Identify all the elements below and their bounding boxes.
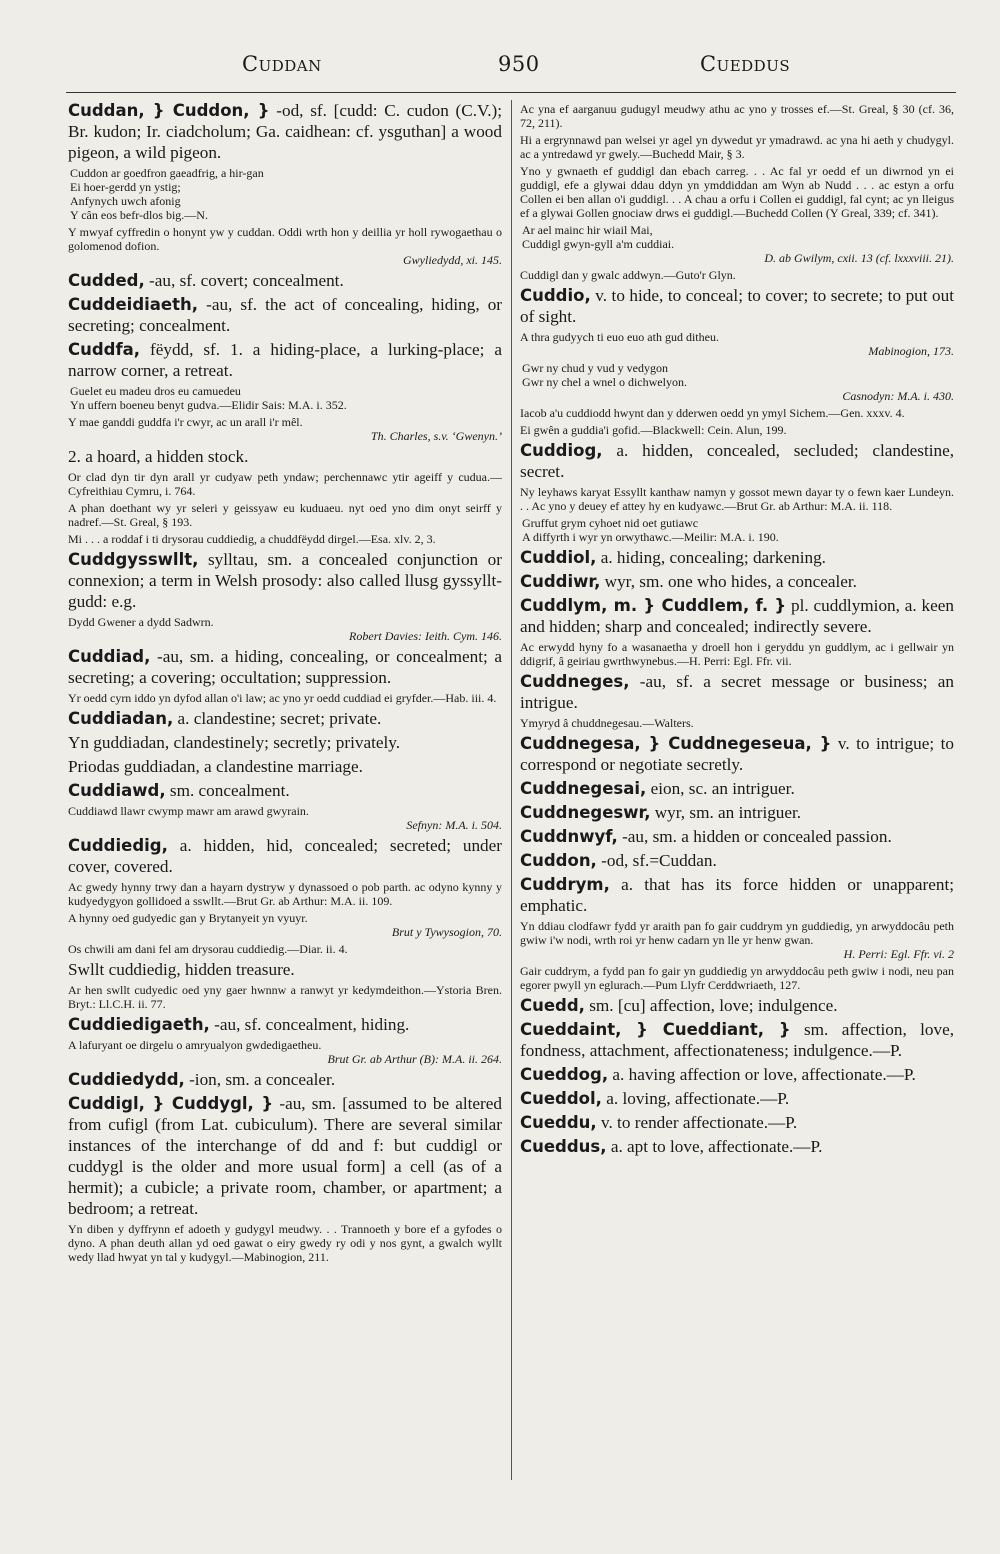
quotation-line: Yn diben y dyffrynn ef adoeth y gudygyl meudwy. . . Trannoeth y bore ef a gyfodes o dyno. A phan deuth allan yd oed gawat o eiry gwedy ry odi y nos gynt, a gwalch wyllt wedy llad hwyat yn tal y kudygyl.—Mabinogion, 211. — [68, 1222, 502, 1264]
dictionary-entry — [520, 733, 954, 775]
quotation — [68, 1038, 502, 1066]
headword: Cuddnegesai, — [520, 779, 647, 798]
dictionary-entry — [520, 440, 954, 482]
quotation — [520, 330, 954, 358]
headword: Cuddrym, — [520, 875, 610, 894]
headword: Cueddol, — [520, 1089, 602, 1108]
headword: Cuddnegesa, } Cuddnegeseua, } — [520, 734, 832, 753]
quotation-line: A phan doethant wy yr seleri y geissyaw eu kuduaeu. nyt oed yno dim onyt seirff y nadref.—St. Greal, § 193. — [68, 501, 502, 529]
definition: a. clandestine; secret; private. — [177, 709, 382, 728]
headword: Cueddu, — [520, 1113, 597, 1132]
quotation-line: Ymyryd â chuddnegesau.—Walters. — [520, 716, 694, 730]
quotation-line: A thra gudyych ti euo euo ath gud ditheu. — [520, 330, 719, 344]
headword: Cuddon, — [520, 851, 597, 870]
quotation-line: Y cân eos befr-dlos big.—N. — [70, 208, 208, 222]
quotation — [520, 268, 954, 282]
quotation-line: Yr oedd cyrn iddo yn dyfod allan o'i law; ac yno yr oedd cuddiad ei gryfder.—Hab. iii. 4. — [68, 691, 497, 705]
quotation-line: Gwr ny chud y vud y vedygon — [522, 361, 668, 375]
definition: -au, sf. concealment, hiding. — [214, 1015, 410, 1034]
definition: Priodas guddiadan, a clandestine marriage. — [68, 757, 363, 776]
headword: Cuddigl, } Cuddygl, } — [68, 1094, 274, 1113]
headword: Cueddus, — [520, 1137, 607, 1156]
dictionary-entry — [68, 732, 502, 753]
dictionary-entry — [68, 270, 502, 291]
quotation — [68, 691, 502, 705]
headword: Cuedd, — [520, 996, 585, 1015]
dictionary-entry — [520, 547, 954, 568]
quotation-line: Yno y gwnaeth ef guddigl dan ebach carreg. . . Ac fal yr oedd ef un diwrnod yn ei guddigl, efe a glywai ddau ddyn yn ymddiddan am Wyn ab Nudd . . . ac estyn a orfu Collen ei ben allan o'i guddigl. . . A chau a orfu i Collen ei guddigl, fal cynt; ac yn lleigus ef a glywai Gollen gnociaw drws ei guddigl.—Buchedd Collen (Y Greal, 339; cf. 341). — [520, 164, 954, 220]
header-right-word: Cueddus — [700, 52, 791, 76]
dictionary-entry — [68, 1093, 502, 1219]
definition: a. hidden, hid, concealed; secreted; under cover, covered. — [68, 836, 502, 876]
quotation — [520, 361, 954, 403]
dictionary-entry — [68, 339, 502, 381]
quotation — [520, 223, 954, 265]
headword: Cuddiad, — [68, 647, 151, 666]
quotation-source: Brut Gr. ab Arthur (B): M.A. ii. 264. — [327, 1052, 502, 1066]
definition: sm. affection, love, fondness, attachment, affectionateness; indulgence.—P. — [520, 1020, 954, 1060]
headword: Cuddfa, — [68, 340, 141, 359]
headword: Cuddiawd, — [68, 781, 166, 800]
definition: wyr, sm. one who hides, a concealer. — [604, 572, 857, 591]
quotation — [520, 919, 954, 961]
definition: -au, sm. a hidden or concealed passion. — [622, 827, 892, 846]
quotation-source: Robert Davies: Ieith. Cym. 146. — [349, 629, 502, 643]
quotation — [520, 164, 954, 220]
quotation-line: Cuddon ar goedfron gaeadfrig, a hir-gan — [70, 166, 264, 180]
quotation — [520, 516, 954, 544]
dictionary-entry — [520, 1136, 954, 1157]
dictionary-entry — [520, 571, 954, 592]
dictionary-entry — [68, 756, 502, 777]
quotation — [520, 423, 954, 437]
header-rule — [66, 92, 956, 93]
dictionary-entry — [68, 835, 502, 877]
dictionary-entry — [68, 294, 502, 336]
quotation-line: A lafuryant oe dirgelu o amryualyon gwdedigaetheu. — [68, 1038, 322, 1052]
dictionary-entry — [520, 826, 954, 847]
dictionary-entry — [68, 959, 502, 980]
dictionary-entry — [68, 549, 502, 612]
quotation-source: Sefnyn: M.A. i. 504. — [406, 818, 502, 832]
headword: Cuddiog, — [520, 441, 603, 460]
headword: Cuddiadan, — [68, 709, 174, 728]
quotation-line: Gair cuddrym, a fydd pan fo gair yn guddiedig yn arwyddocâu peth gwiw i nodi, neu pan egorer pwyll yn eglurach.—Pum Llyfr Cerddwriaeth, 127. — [520, 964, 954, 992]
headword: Cueddaint, } Cueddiant, } — [520, 1020, 791, 1039]
quotation-line: Ei gwên a guddia'i gofid.—Blackwell: Cein. Alun, 199. — [520, 423, 787, 437]
dictionary-entry — [520, 1088, 954, 1109]
quotation-line: Gruffut grym cyhoet nid oet gutiawc — [522, 516, 699, 530]
quotation — [520, 406, 954, 420]
quotation — [520, 133, 954, 161]
page-number: 950 — [498, 52, 540, 76]
definition: Swllt cuddiedig, hidden treasure. — [68, 960, 295, 979]
quotation — [68, 501, 502, 529]
headword: Cudded, — [68, 271, 145, 290]
quotation-line: Ac gwedy hynny trwy dan a hayarn dystryw y dynassoed o pob parth. ac odyno kynny y kudyedygyon gollidoed a sswllt.—Brut Gr. ab Arthur: M.A. ii. 109. — [68, 880, 502, 908]
quotation — [68, 880, 502, 908]
definition: a. loving, affectionate.—P. — [606, 1089, 790, 1108]
definition: sm. [cu] affection, love; indulgence. — [589, 996, 838, 1015]
quotation-line: Ar ael mainc hir wiail Mai, — [522, 223, 653, 237]
definition: fëydd, sf. 1. a hiding-place, a lurking-place; a narrow corner, a retreat. — [68, 340, 502, 380]
quotation-source: Th. Charles, s.v. ‘Gwenyn.’ — [370, 429, 502, 443]
quotation-line: Ac erwydd hyny fo a wasanaetha y droell hon i geryddu yn guddlym, ac i gellwair yn ddigrif, â geiriau gwrthwynebus.—H. Perri: Egl. Ffr. vii. — [520, 640, 954, 668]
column-divider — [511, 100, 512, 1480]
definition: -au, sf. covert; concealment. — [149, 271, 344, 290]
definition: -au, sf. the act of concealing, hiding, or secreting; concealment. — [68, 295, 502, 335]
quotation-line: Or clad dyn tir dyn arall yr cudyaw peth yndaw; perchennawc ytir ageiff y cudua.—Cyfreithiau Cymru, i. 764. — [68, 470, 502, 498]
quotation-source: Gwyliedydd, xi. 145. — [403, 253, 502, 267]
definition: v. to hide, to conceal; to cover; to secrete; to put out of sight. — [520, 286, 954, 326]
quotation — [68, 1222, 502, 1264]
headword: Cuddeidiaeth, — [68, 295, 199, 314]
definition: a. hidden, concealed, secluded; clandestine, secret. — [520, 441, 954, 481]
headword: Cuddiedydd, — [68, 1070, 185, 1089]
quotation-line: Os chwili am dani fel am drysorau cuddiedig.—Diar. ii. 4. — [68, 942, 348, 956]
definition: wyr, sm. an intriguer. — [654, 803, 802, 822]
definition: eion, sc. an intriguer. — [650, 779, 795, 798]
dictionary-entry — [520, 1019, 954, 1061]
quotation-line: Guelet eu madeu dros eu camuedeu — [70, 384, 241, 398]
definition: -au, sf. a secret message or business; an intrigue. — [520, 672, 954, 712]
quotation-line: Cuddiawd llawr cwymp mawr am arawd gwyrain. — [68, 804, 309, 818]
dictionary-entry — [68, 446, 502, 467]
headword: Cuddgysswllt, — [68, 550, 199, 569]
quotation — [520, 640, 954, 668]
dictionary-entry — [520, 874, 954, 916]
dictionary-entry — [520, 1112, 954, 1133]
headword: Cueddog, — [520, 1065, 609, 1084]
definition: -od, sf. [cudd: C. cudon (C.V.); Br. kudon; Ir. ciadcholum; Ga. caidhean: cf. ysguthan] a wood pigeon, a wild pigeon. — [68, 101, 502, 162]
dictionary-entry — [68, 1069, 502, 1090]
headword: Cuddiedig, — [68, 836, 168, 855]
definition: sm. concealment. — [169, 781, 290, 800]
definition: a. apt to love, affectionate.—P. — [610, 1137, 823, 1156]
quotation-line: Yn uffern boeneu benyt gudva.—Elidir Sais: M.A. i. 352. — [70, 398, 347, 412]
dictionary-entry — [68, 100, 502, 163]
headword: Cuddiwr, — [520, 572, 601, 591]
quotation-line: A diffyrth i wyr yn orwythawc.—Meilir: M.A. i. 190. — [522, 530, 779, 544]
quotation-line: Ar hen swllt cudyedic oed yny gaer hwnnw a ranwyt yr kedymdeithon.—Ystoria Bren. Bryt.: Ll.C.H. ii. 77. — [68, 983, 502, 1011]
headword: Cuddiol, — [520, 548, 597, 567]
quotation — [68, 911, 502, 939]
quotation — [68, 804, 502, 832]
quotation — [68, 942, 502, 956]
quotation — [520, 102, 954, 130]
quotation — [68, 166, 502, 222]
left-column — [68, 100, 502, 1490]
quotation-line: Y mae ganddi guddfa i'r cwyr, ac un arall i'r mêl. — [68, 415, 303, 429]
quotation-line: Cuddigl gwyn-gyll a'm cuddiai. — [522, 237, 675, 251]
quotation-line: Ny leyhaws karyat Essyllt kanthaw namyn y gossot mewn dayar ty o fewn kaer Lundeyn. . . Ac yno y deuey ef attey hy en kudyawc.—Brut Gr. ab Arthur: M.A. ii. 118. — [520, 485, 954, 513]
dictionary-entry — [520, 850, 954, 871]
headword: Cuddiedigaeth, — [68, 1015, 210, 1034]
headword: Cuddnegeswr, — [520, 803, 651, 822]
quotation-line: Yn ddiau clodfawr fydd yr araith pan fo gair cuddrym yn guddiedig, yn arwyddocâu peth gwiw i'w nodi, wrth roi yr henw cadarn yn lle yr henw gwan. — [520, 919, 954, 947]
quotation-source: Casnodyn: M.A. i. 430. — [842, 389, 954, 403]
definition: pl. cuddlymion, a. keen and hidden; sharp and concealed; indirectly severe. — [520, 596, 954, 636]
definition: Yn guddiadan, clandestinely; secretly; privately. — [68, 733, 401, 752]
dictionary-entry — [68, 780, 502, 801]
dictionary-entry — [68, 1014, 502, 1035]
dictionary-entry — [68, 708, 502, 729]
headword: Cuddio, — [520, 286, 591, 305]
quotation — [68, 983, 502, 1011]
dictionary-entry — [520, 1064, 954, 1085]
definition: a. having affection or love, affectionate.—P. — [612, 1065, 916, 1084]
quotation — [68, 615, 502, 643]
definition: sylltau, sm. a concealed conjunction or connexion; a term in Welsh prosody: also called llusg gyssyllt-gudd: e.g. — [68, 550, 502, 611]
quotation — [68, 384, 502, 412]
headword: Cuddan, } Cuddon, } — [68, 101, 270, 120]
definition: 2. a hoard, a hidden stock. — [68, 447, 249, 466]
quotation-line: A hynny oed gudyedic gan y Brytanyeit yn vyuyr. — [68, 911, 308, 925]
quotation — [520, 716, 954, 730]
headword: Cuddnwyf, — [520, 827, 618, 846]
header-left-word: Cuddan — [242, 52, 322, 76]
dictionary-entry — [520, 671, 954, 713]
quotation-line: Hi a ergrynnawd pan welsei yr agel yn dywedut yr ymadrawd. ac yna hi aeth y chudygyl. ac a yntredawd yr gwely.—Buchedd Mair, § 3. — [520, 133, 954, 161]
quotation-source: Mabinogion, 173. — [868, 344, 954, 358]
definition: -au, sm. a hiding, concealing, or concealment; a secreting; a covering; occultation; suppression. — [68, 647, 502, 687]
definition: v. to intrigue; to correspond or negotiate secretly. — [520, 734, 954, 774]
quotation — [68, 415, 502, 443]
quotation — [68, 532, 502, 546]
dictionary-entry — [520, 802, 954, 823]
quotation-source: D. ab Gwilym, cxii. 13 (cf. lxxxviii. 21). — [764, 251, 954, 265]
quotation — [520, 485, 954, 513]
quotation-line: Ac yna ef aarganuu gudugyl meudwy athu ac yno y trosses ef.—St. Greal, § 30 (cf. 36, 72, 211). — [520, 102, 954, 130]
quotation-line: Mi . . . a roddaf i ti drysorau cuddiedig, a chuddfëydd dirgel.—Esa. xlv. 2, 3. — [68, 532, 436, 546]
quotation-source: Brut y Tywysogion, 70. — [391, 925, 502, 939]
quotation-line: Anfynych uwch afonig — [70, 194, 181, 208]
quotation-line: Gwr ny chel a wnel o dichwelyon. — [522, 375, 687, 389]
dictionary-entry — [520, 995, 954, 1016]
quotation-line: Cuddigl dan y gwalc addwyn.—Guto'r Glyn. — [520, 268, 736, 282]
quotation — [68, 470, 502, 498]
quotation-line: Iacob a'u cuddiodd hwynt dan y dderwen oedd yn ymyl Sichem.—Gen. xxxv. 4. — [520, 406, 905, 420]
headword: Cuddneges, — [520, 672, 630, 691]
quotation — [68, 225, 502, 267]
running-header — [60, 52, 960, 88]
quotation-line: Ei hoer-gerdd yn ystig; — [70, 180, 181, 194]
quotation-source: H. Perri: Egl. Ffr. vi. 2 — [843, 947, 954, 961]
dictionary-entry — [68, 646, 502, 688]
dictionary-entry — [520, 778, 954, 799]
definition: -od, sf.=Cuddan. — [601, 851, 717, 870]
quotation-line: Y mwyaf cyffredin o honynt yw y cuddan. Oddi wrth hon y deillia yr holl rywogaethau o golomenod dofion. — [68, 225, 502, 253]
definition: -au, sm. [assumed to be altered from cufigl (from Lat. cubiculum). There are several similar instances of the interchange of dd and f: but cuddigl or cuddygl is the older and more usual form] a cell (as of a hermit); a cubicle; a private room, chamber, or apartment; a bedroom; a retreat. — [68, 1094, 502, 1218]
definition: a. that has its force hidden or unapparent; emphatic. — [520, 875, 954, 915]
quotation-line: Dydd Gwener a dydd Sadwrn. — [68, 615, 214, 629]
definition: v. to render affectionate.—P. — [600, 1113, 798, 1132]
definition: a. hiding, concealing; darkening. — [600, 548, 826, 567]
dictionary-entry — [520, 595, 954, 637]
right-column — [520, 100, 954, 1490]
headword: Cuddlym, m. } Cuddlem, f. } — [520, 596, 787, 615]
dictionary-entry — [520, 285, 954, 327]
quotation — [520, 964, 954, 992]
definition: -ion, sm. a concealer. — [189, 1070, 336, 1089]
